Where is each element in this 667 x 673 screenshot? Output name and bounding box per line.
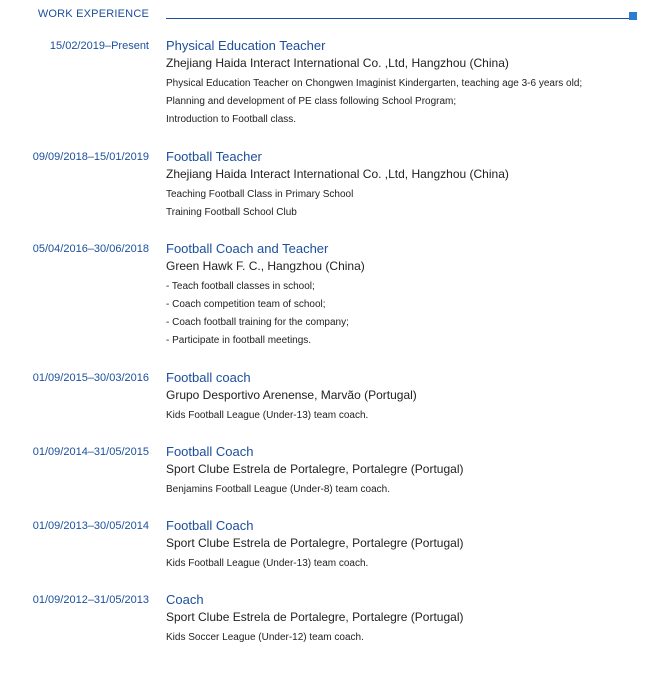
description-line: - Coach football training for the company; <box>166 317 349 328</box>
entry-body <box>166 370 656 427</box>
job-title: Football coach <box>166 370 251 385</box>
entry-body <box>166 38 656 131</box>
entry-date: 01/09/2014–31/05/2015 <box>32 446 149 458</box>
section-header <box>0 0 667 24</box>
description-line: Benjamins Football League (Under-8) team coach. <box>166 484 391 495</box>
job-title: Football Teacher <box>166 149 262 164</box>
entry-body <box>166 241 656 352</box>
employer: Grupo Desportivo Arenense, Marvão (Portugal) <box>166 388 417 402</box>
job-title: Football Coach <box>166 518 254 533</box>
entry-date: 01/09/2015–30/03/2016 <box>32 372 149 384</box>
description-line: Teaching Football Class in Primary School <box>166 189 354 200</box>
entry-date: 15/02/2019–Present <box>49 40 149 52</box>
job-title: Physical Education Teacher <box>166 38 326 53</box>
description-line: - Participate in football meetings. <box>166 335 312 346</box>
header-divider <box>166 18 632 19</box>
description-line: Physical Education Teacher on Chongwen Imaginist Kindergarten, teaching age 3-6 years old; <box>166 78 583 89</box>
entry-date: 05/04/2016–30/06/2018 <box>32 243 149 255</box>
description-line: - Coach competition team of school; <box>166 299 326 310</box>
description-line: Kids Soccer League (Under-12) team coach. <box>166 632 364 643</box>
entry-date: 01/09/2013–30/05/2014 <box>32 520 149 532</box>
employer: Sport Clube Estrela de Portalegre, Portalegre (Portugal) <box>166 536 464 550</box>
description-line: Training Football School Club <box>166 207 297 218</box>
entry-body <box>166 592 656 649</box>
header-square-marker <box>629 12 637 20</box>
employer: Green Hawk F. C., Hangzhou (China) <box>166 259 365 273</box>
job-title: Football Coach and Teacher <box>166 241 329 256</box>
job-title: Football Coach <box>166 444 254 459</box>
employer: Zhejiang Haida Interact International Co. ,Ltd, Hangzhou (China) <box>166 56 509 70</box>
job-title: Coach <box>166 592 204 607</box>
entry-body <box>166 149 656 224</box>
entry-body <box>166 518 656 575</box>
entry-date: 01/09/2012–31/05/2013 <box>32 594 149 606</box>
section-title: WORK EXPERIENCE <box>37 8 149 20</box>
description-line: Kids Football League (Under-13) team coach. <box>166 558 369 569</box>
employer: Sport Clube Estrela de Portalegre, Portalegre (Portugal) <box>166 462 464 476</box>
description-line: Kids Football League (Under-13) team coach. <box>166 410 369 421</box>
employer: Sport Clube Estrela de Portalegre, Portalegre (Portugal) <box>166 610 464 624</box>
description-line: - Teach football classes in school; <box>166 281 315 292</box>
entry-date: 09/09/2018–15/01/2019 <box>32 151 149 163</box>
employer: Zhejiang Haida Interact International Co. ,Ltd, Hangzhou (China) <box>166 167 509 181</box>
description-line: Introduction to Football class. <box>166 114 297 125</box>
description-line: Planning and development of PE class following School Program; <box>166 96 457 107</box>
entry-body <box>166 444 656 501</box>
